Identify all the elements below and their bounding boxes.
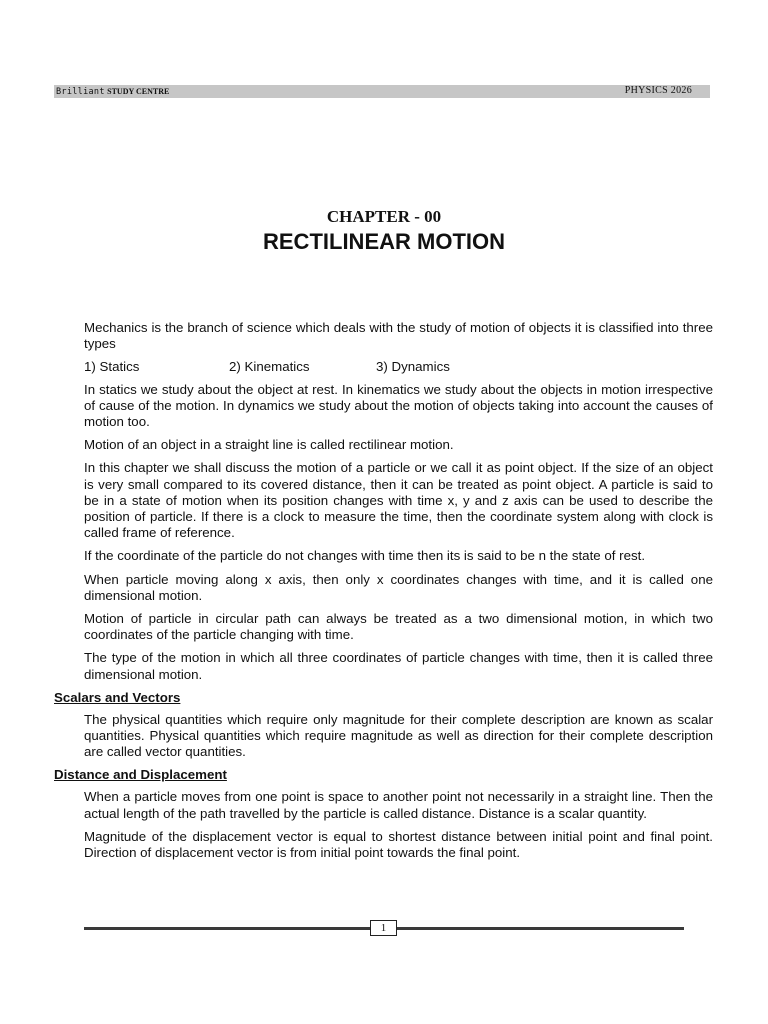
brand-part2: STUDY CENTRE [107, 87, 170, 96]
paragraph: In this chapter we shall discuss the motion of a particle or we call it as point object. If the size of an object is very small compared to its covered distance, then it can be treated as point object. A particle is said to be in a state of motion when its position changes with time x, y and z axis can be used to describe the position of particle. If there is a clock to measure the time, then the coordinate system along with clock is called frame of reference. [84, 460, 713, 541]
chapter-title: RECTILINEAR MOTION [263, 229, 505, 254]
header-bar [54, 85, 710, 98]
paragraph: The physical quantities which require only magnitude for their complete description are known as scalar quantities. Physical quantities which require magnitude as well as direction for their complete description are called vector quantities. [84, 711, 713, 760]
paragraph: The type of the motion in which all three coordinates of particle changes with time, then it is called three dimensional motion. [84, 650, 713, 682]
paragraph: When a particle moves from one point is space to another point not necessarily in a straight line. Then the actual length of the path travelled by the particle is called distance. Distance is a scalar quantity. [84, 789, 713, 821]
chapter-label: CHAPTER - 00 [326, 207, 442, 226]
paragraph: If the coordinate of the particle do not changes with time then its is said to be n the state of rest. [84, 548, 646, 564]
paragraph: Motion of particle in circular path can always be treated as a two dimensional motion, in which two coordinates of the particle changing with time. [84, 611, 713, 643]
type-item: 3) Dynamics [376, 359, 450, 375]
type-item: 1) Statics [84, 359, 140, 375]
paragraph: Magnitude of the displacement vector is equal to shortest distance between initial point and final point. Direction of displacement vector is from initial point towards the final point. [84, 828, 713, 861]
brand-part1: Brilliant [56, 87, 105, 97]
brand-name [56, 86, 169, 98]
types-list [84, 359, 713, 375]
section-heading-distance: Distance and Displacement [54, 767, 227, 783]
subject-label: PHYSICS 2026 [624, 85, 692, 96]
paragraph: When particle moving along x axis, then only x coordinates changes with time, and it is called one dimensional motion. [84, 571, 713, 603]
page-number: 1 [370, 920, 397, 936]
main-content [54, 320, 713, 868]
section-heading-scalars: Scalars and Vectors [54, 689, 181, 705]
paragraph: Motion of an object in a straight line is called rectilinear motion. [84, 437, 454, 453]
footer-rule-left [84, 927, 370, 930]
intro-paragraph: Mechanics is the branch of science which deals with the study of motion of objects it is classified into three types [84, 320, 713, 352]
paragraph: In statics we study about the object at rest. In kinematics we study about the objects in motion irrespective of cause of the motion. In dynamics we study about the motion of objects taking into account the causes of motion too. [84, 381, 713, 430]
footer-rule-right [397, 927, 684, 930]
type-item: 2) Kinematics [229, 359, 310, 375]
